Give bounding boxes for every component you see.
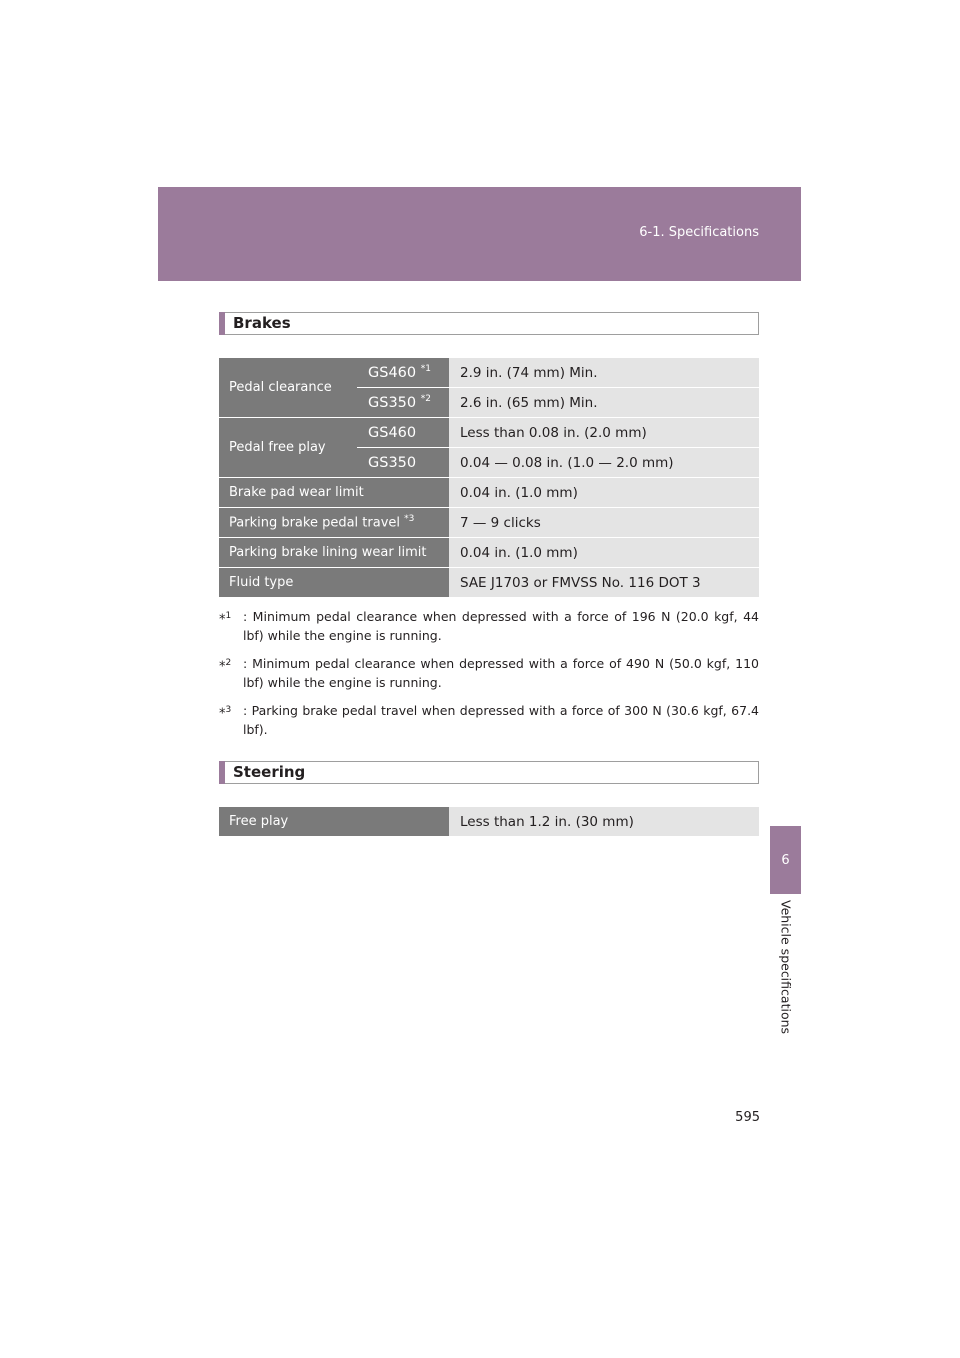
spec-value: 0.04 — 0.08 in. (1.0 — 2.0 mm) (449, 448, 759, 477)
chapter-tab (770, 826, 801, 894)
brakes-title: Brakes (233, 314, 291, 332)
footnote (219, 654, 759, 692)
table-row (219, 418, 759, 447)
header-band (158, 187, 801, 281)
chapter-label: Vehicle specifications (778, 900, 794, 1035)
footnote-mark: *$^2$ (219, 658, 232, 675)
brakes-footnotes (219, 607, 759, 748)
footnote-text: : Parking brake pedal travel when depressed with a force of 300 N (30.6 kgf, 67.4 lbf). (243, 703, 759, 737)
spec-label: Pedal free play (219, 418, 357, 477)
spec-label: Parking brake pedal travel $^{*3}$ (219, 508, 449, 537)
footnote-mark: *$^1$ (219, 611, 232, 628)
table-row (219, 807, 759, 836)
heading-accent-bar (219, 761, 225, 784)
table-row (219, 508, 759, 537)
section-title: 6-1. Specifications (639, 225, 759, 240)
footnote (219, 607, 759, 645)
brakes-table (219, 357, 759, 598)
footnote (219, 701, 759, 739)
spec-value: 0.04 in. (1.0 mm) (449, 478, 759, 507)
spec-value: 2.9 in. (74 mm) Min. (449, 358, 759, 387)
steering-title: Steering (233, 763, 306, 781)
steering-heading (219, 761, 759, 784)
spec-value: SAE J1703 or FMVSS No. 116 DOT 3 (449, 568, 759, 597)
spec-value: Less than 1.2 in. (30 mm) (449, 807, 759, 836)
spec-label: Parking brake lining wear limit (219, 538, 449, 567)
spec-label: Free play (219, 807, 449, 836)
footnote-text: : Minimum pedal clearance when depressed with a force of 490 N (50.0 kgf, 110 lbf) while the engine is running. (243, 656, 759, 690)
spec-value: 2.6 in. (65 mm) Min. (449, 388, 759, 417)
model-cell: GS460 $^{*1}$ (357, 358, 449, 387)
table-row (219, 478, 759, 507)
spec-label: Fluid type (219, 568, 449, 597)
table-row (219, 538, 759, 567)
page-number: 595 (735, 1110, 760, 1125)
footnote-mark: *$^3$ (219, 705, 232, 722)
steering-table (219, 806, 759, 837)
spec-value: 7 — 9 clicks (449, 508, 759, 537)
model-cell: GS460 (357, 418, 449, 447)
spec-value: 0.04 in. (1.0 mm) (449, 538, 759, 567)
model-cell: GS350 $^{*2}$ (357, 388, 449, 417)
spec-label: Brake pad wear limit (219, 478, 449, 507)
spec-value: Less than 0.08 in. (2.0 mm) (449, 418, 759, 447)
footnote-text: : Minimum pedal clearance when depressed with a force of 196 N (20.0 kgf, 44 lbf) while the engine is running. (243, 609, 759, 643)
brakes-heading (219, 312, 759, 335)
table-row (219, 358, 759, 387)
heading-accent-bar (219, 312, 225, 335)
table-row (219, 568, 759, 597)
chapter-number: 6 (781, 852, 790, 868)
spec-label: Pedal clearance (219, 358, 357, 417)
model-cell: GS350 (357, 448, 449, 477)
